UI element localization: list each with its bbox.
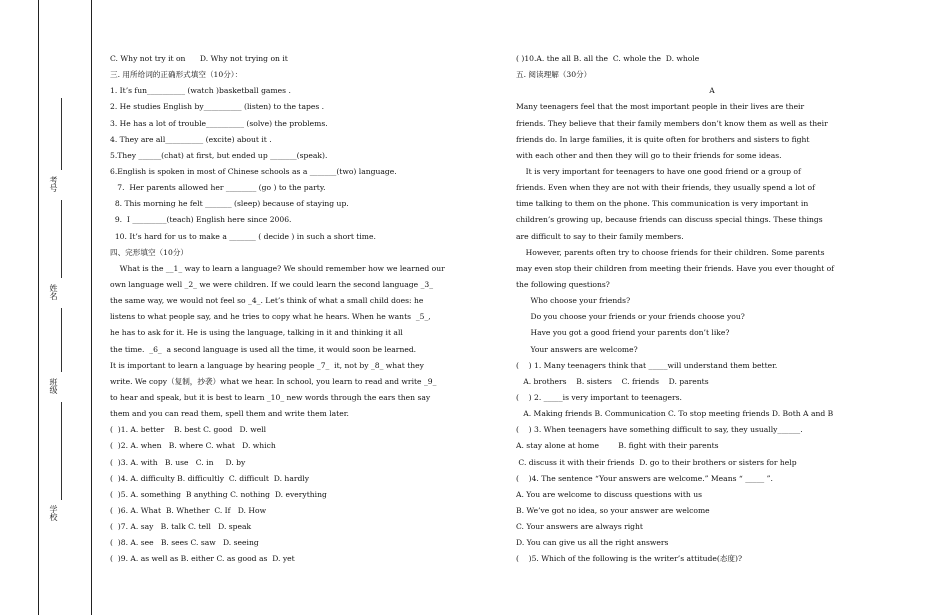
left-column-line: listens to what people say, and he tries to copy what he hears. When he wants _5_, bbox=[110, 312, 431, 322]
right-column-line: ( ) 1. Many teenagers think that _____will understand them better. bbox=[516, 360, 778, 370]
left-column-line: ( )4. A. difficulty B. difficultly C. difficult D. hardly bbox=[110, 473, 310, 483]
right-column-line: Your answers are welcome? bbox=[516, 344, 638, 354]
right-column-line: D. You can give us all the right answers bbox=[516, 538, 669, 548]
right-column-line: ( ) 2. _____is very important to teenagers. bbox=[516, 392, 682, 402]
right-column-line: Have you got a good friend your parents don’t like? bbox=[516, 328, 730, 338]
right-column-line: ( )4. The sentence “Your answers are welcome.” Means “ _____ ”. bbox=[516, 473, 773, 483]
right-column-line: A. brothers B. sisters C. friends D. parents bbox=[516, 376, 709, 386]
left-column-line: ( )6. A. What B. Whether C. If D. How bbox=[110, 505, 267, 515]
left-column-line: 2. He studies English by__________ (listen) to the tapes . bbox=[110, 102, 325, 112]
right-column-line: the following questions? bbox=[516, 279, 610, 289]
left-column-line: 10. It’s hard for us to make a _______ ( decide ) in such a short time. bbox=[110, 231, 376, 241]
right-column-line: A. Making friends B. Communication C. To stop meeting friends D. Both A and B bbox=[516, 409, 834, 419]
name-label: 姓名 bbox=[49, 284, 58, 300]
left-column-line: 三. 用所给词的正确形式填空（10分）： bbox=[110, 70, 243, 80]
left-column-line: he has to ask for it. He is using the language, talking in it and thinking it all bbox=[110, 328, 403, 338]
right-column-line: ( )10.A. the all B. all the C. whole the D. whole bbox=[516, 54, 700, 63]
right-column-line: ( )5. Which of the following is the writer’s attitude(态度)? bbox=[516, 554, 743, 564]
left-column-line: the same way, we would not feel so _4_. Let’s think of what a small child does: he bbox=[110, 296, 424, 306]
right-column-line: time talking to them on the phone. This communication is very important in bbox=[516, 199, 809, 209]
right-column bbox=[516, 51, 908, 568]
right-column-line: Do you choose your friends or your friends choose you? bbox=[516, 312, 745, 322]
school-line bbox=[61, 402, 62, 500]
binding-margin bbox=[38, 0, 92, 615]
left-column-line: 4. They are all__________ (excite) about it . bbox=[110, 134, 272, 144]
left-column-line: ( )1. A. better B. best C. good D. well bbox=[110, 425, 267, 435]
left-column-line: them and you can read them, spell them and write them later. bbox=[110, 409, 349, 419]
left-column-line: own language well _2_ we were children. If we could learn the second language _3_ bbox=[110, 279, 434, 289]
right-column-line: B. We’ve got no idea, so your answer are welcome bbox=[516, 505, 710, 515]
right-column-line: However, parents often try to choose friends for their children. Some parents bbox=[516, 247, 825, 257]
class-label: 班级 bbox=[49, 378, 58, 394]
right-column-line: A. You are welcome to discuss questions with us bbox=[516, 489, 703, 499]
right-column-line: A. stay alone at home B. fight with their parents bbox=[516, 441, 719, 451]
name-line bbox=[61, 200, 62, 278]
left-column-line: ( )7. A. say B. talk C. tell D. speak bbox=[110, 522, 252, 532]
left-column-line: 6.English is spoken in most of Chinese schools as a _______(two) language. bbox=[110, 166, 397, 176]
right-column-line: children’s growing up, because friends can discuss special things. These things bbox=[516, 215, 823, 225]
right-column-line: ( ) 3. When teenagers have something difficult to say, they usually______. bbox=[516, 425, 803, 435]
school-label: 学校 bbox=[49, 505, 58, 521]
right-column-line: It is very important for teenagers to have one good friend or a group of bbox=[516, 166, 801, 176]
right-column-line: friends. Even when they are not with their friends, they usually spend a lot of bbox=[516, 183, 815, 193]
left-column-line: the time. _6_ a second language is used all the time, it would soon be learned. bbox=[110, 344, 417, 354]
exam-number-line bbox=[61, 98, 62, 170]
left-column-line: It is important to learn a language by hearing people _7_ it, not by _8_ what they bbox=[110, 360, 424, 370]
left-column-line: ( )8. A. see B. sees C. saw D. seeing bbox=[110, 538, 259, 548]
class-line bbox=[61, 308, 62, 372]
left-column-line: ( )9. A. as well as B. either C. as good as D. yet bbox=[110, 554, 295, 564]
right-column-line: A bbox=[709, 86, 715, 96]
left-column-line: 3. He has a lot of trouble__________ (solve) the problems. bbox=[110, 118, 328, 128]
left-column-line: ( )5. A. something B anything C. nothing D. everything bbox=[110, 489, 327, 499]
right-column-line: may even stop their children from meeting their friends. Have you ever thought of bbox=[516, 263, 835, 273]
left-column-line: 7. Her parents allowed her ________ (go ) to the party. bbox=[110, 183, 326, 193]
left-column bbox=[110, 51, 502, 568]
left-column-line: 1. It’s fun__________ (watch )basketball games . bbox=[110, 86, 291, 96]
left-column-line: 四、完形填空（10分） bbox=[110, 247, 189, 257]
right-column-line: 五. 阅读理解（30分） bbox=[516, 70, 592, 80]
left-column-line: write. We copy（复制，抄袭）what we hear. In school, you learn to read and write _9_ bbox=[110, 376, 437, 386]
right-column-line: friends do. In large families, it is quite often for brothers and sisters to fight bbox=[516, 134, 810, 144]
left-column-line: to hear and speak, but it is best to learn _10_ new words through the ears then say bbox=[110, 392, 431, 402]
right-column-line: are difficult to say to their family members. bbox=[516, 231, 684, 241]
right-column-line: friends. They believe that their family members don’t know them as well as their bbox=[516, 118, 828, 128]
right-column-line: C. discuss it with their friends D. go to their brothers or sisters for help bbox=[516, 457, 797, 467]
exam-number-label: 考号 bbox=[49, 176, 58, 192]
left-column-line: 5.They ______(chat) at first, but ended up _______(speak). bbox=[110, 150, 328, 160]
left-column-line: C. Why not try it on D. Why not trying on it bbox=[110, 54, 288, 63]
right-column-line: Many teenagers feel that the most important people in their lives are their bbox=[516, 102, 805, 112]
right-column-line: with each other and then they will go to their friends for some ideas. bbox=[516, 150, 782, 160]
right-column-line: Who choose your friends? bbox=[516, 296, 631, 306]
left-column-line: ( )2. A. when B. where C. what D. which bbox=[110, 441, 276, 451]
left-column-line: 9. I _________(teach) English here since 2006. bbox=[110, 215, 292, 225]
left-column-line: ( )3. A. with B. use C. in D. by bbox=[110, 457, 246, 467]
right-column-line: C. Your answers are always right bbox=[516, 522, 643, 532]
left-column-line: 8. This morning he felt _______ (sleep) because of staying up. bbox=[110, 199, 349, 209]
left-column-line: What is the __1_ way to learn a language? We should remember how we learned our bbox=[110, 263, 445, 273]
